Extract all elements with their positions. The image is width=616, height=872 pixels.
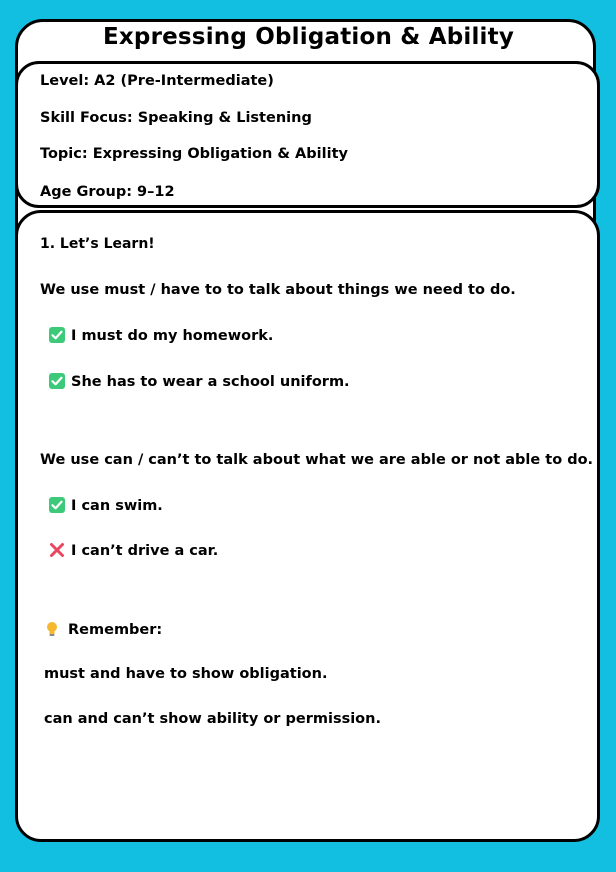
lesson-info-box [15, 61, 600, 208]
example-text: I can’t drive a car. [71, 543, 219, 559]
skill-focus-info: Skill Focus: Speaking & Listening [40, 110, 312, 126]
worksheet-title: Expressing Obligation & Ability [102, 24, 515, 50]
check-mark-icon [49, 497, 65, 513]
lightbulb-icon [44, 621, 60, 637]
remember-point: must and have to show obligation. [44, 666, 328, 682]
section-title: 1. Let’s Learn! [40, 236, 155, 252]
example-text: I must do my homework. [71, 328, 274, 344]
cross-mark-icon [49, 542, 65, 558]
lesson-content-box [15, 210, 600, 842]
list-item [49, 327, 273, 344]
example-text: She has to wear a school uniform. [71, 374, 350, 390]
obligation-intro: We use must / have to to talk about things we need to do. [40, 282, 516, 298]
level-info: Level: A2 (Pre-Intermediate) [40, 73, 274, 89]
ability-intro: We use can / can’t to talk about what we are able or not able to do. [40, 452, 594, 468]
list-item [49, 542, 218, 559]
example-text: I can swim. [71, 498, 163, 514]
check-mark-icon [49, 373, 65, 389]
age-group-info: Age Group: 9–12 [40, 184, 175, 200]
remember-heading [44, 621, 162, 638]
remember-point: can and can’t show ability or permission. [44, 711, 381, 727]
check-mark-icon [49, 327, 65, 343]
remember-label: Remember: [68, 622, 163, 638]
topic-info: Topic: Expressing Obligation & Ability [40, 146, 348, 162]
list-item [49, 373, 350, 390]
list-item [49, 497, 163, 514]
